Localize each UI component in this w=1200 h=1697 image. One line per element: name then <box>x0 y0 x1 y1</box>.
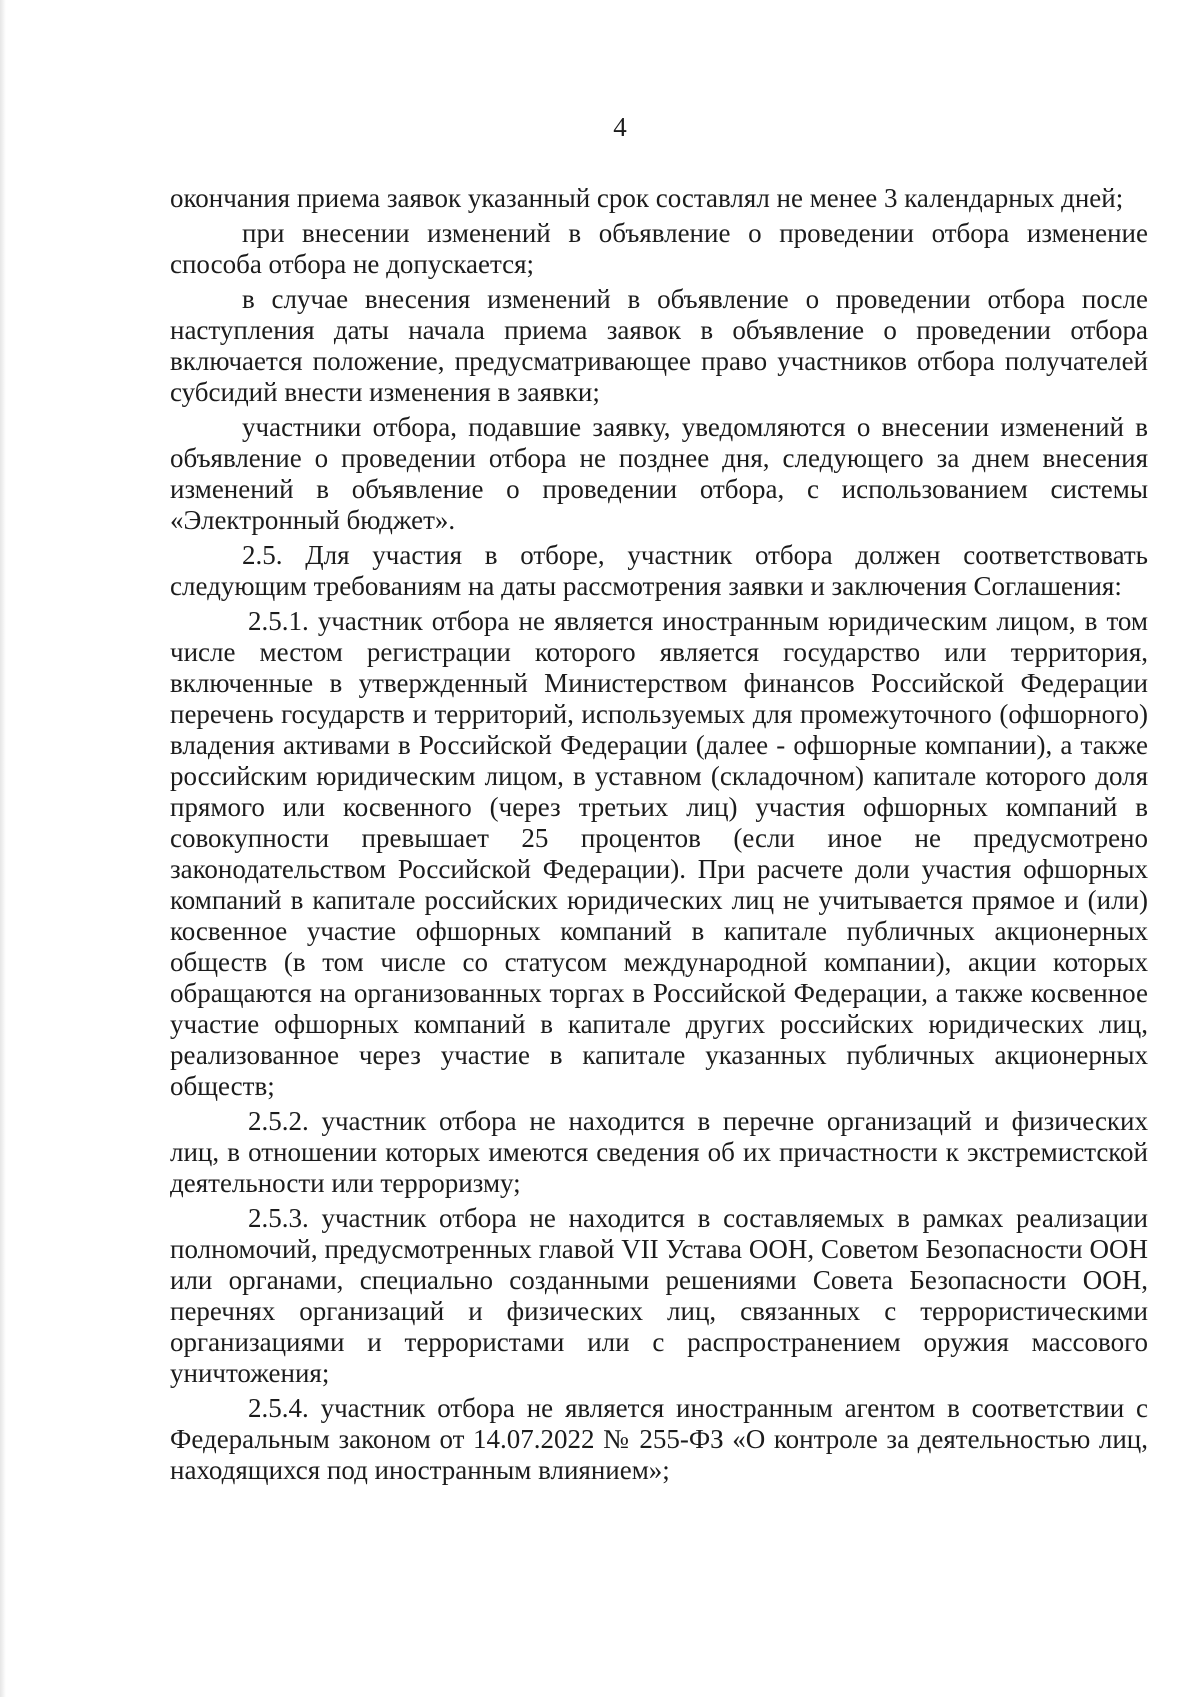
paragraph-2-5-3: 2.5.3. участник отбора не находится в составляемых в рамках реализации полномочий, предусмотренных главой VII Устава ООН, Советом Безопасности ООН или органами, специально созданными решениями Совета Безопасности ООН, перечнях организаций и физических лиц, связанных с террористическими организациями и террористами или с распространением оружия массового уничтожения; <box>170 1203 1148 1388</box>
paragraph-notification: участники отбора, подавшие заявку, уведомляются о внесении изменений в объявление о проведении отбора не позднее дня, следующего за днем внесения изменений в объявление о проведении отбора, с использованием системы «Электронный бюджет». <box>170 412 1148 535</box>
scan-edge-shadow <box>0 0 6 1697</box>
paragraph-2-5: 2.5. Для участия в отборе, участник отбора должен соответствовать следующим требованиям на даты рассмотрения заявки и заключения Соглашения: <box>170 540 1148 601</box>
paragraph-continuation: окончания приема заявок указанный срок составлял не менее 3 календарных дней; <box>170 183 1124 213</box>
page-number: 4 <box>613 112 627 142</box>
paragraph-changes-after-start: в случае внесения изменений в объявление о проведении отбора после наступления даты начала приема заявок в объявление о проведении отбора включается положение, предусматривающее право участников отбора получателей субсидий внести изменения в заявки; <box>170 284 1148 407</box>
paragraph-change-method: при внесении изменений в объявление о проведении отбора изменение способа отбора не допускается; <box>170 218 1148 279</box>
paragraph-2-5-4: 2.5.4. участник отбора не является иностранным агентом в соответствии с Федеральным законом от 14.07.2022 № 255-ФЗ «О контроле за деятельностью лиц, находящихся под иностранным влиянием»; <box>170 1393 1148 1485</box>
document-body <box>170 183 1148 1486</box>
paragraph-2-5-2: 2.5.2. участник отбора не находится в перечне организаций и физических лиц, в отношении которых имеются сведения об их причастности к экстремистской деятельности или терроризму; <box>170 1106 1148 1198</box>
paragraph-2-5-1: 2.5.1. участник отбора не является иностранным юридическим лицом, в том числе местом регистрации которого является государство или территория, включенные в утвержденный Министерством финансов Российской Федерации перечень государств и территорий, используемых для промежуточного (офшорного) владения активами в Российской Федерации (далее - офшорные компании), а также российским юридическим лицом, в уставном (складочном) капитале которого доля прямого или косвенного (через третьих лиц) участия офшорных компаний в совокупности превышает 25 процентов (если иное не предусмотрено законодательством Российской Федерации). При расчете доли участия офшорных компаний в капитале российских юридических лиц не учитывается прямое и (или) косвенное участие офшорных компаний в капитале публичных акционерных обществ (в том числе со статусом международной компании), акции которых обращаются на организованных торгах в Российской Федерации, а также косвенное участие офшорных компаний в капитале других российских юридических лиц, реализованное через участие в капитале указанных публичных акционерных обществ; <box>170 606 1148 1101</box>
